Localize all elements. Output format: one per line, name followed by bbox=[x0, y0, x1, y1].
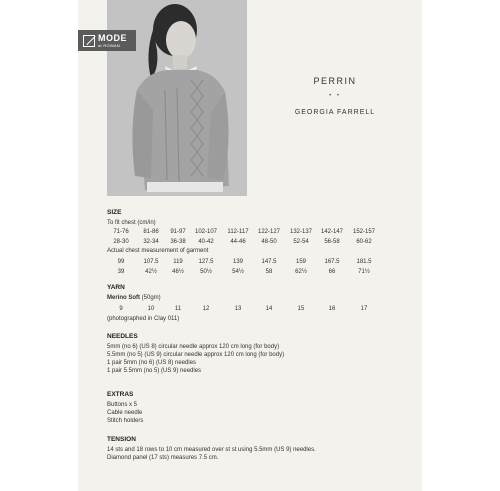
size-cell: 11 bbox=[174, 306, 182, 312]
size-cell: 122-127 bbox=[257, 229, 281, 235]
needles-line: 1 pair 5.5mm (no 5) (US 9) needles bbox=[107, 368, 202, 374]
size-cell: 99 bbox=[117, 259, 125, 265]
size-cell: 127.5 bbox=[198, 259, 214, 265]
size-cell: 139 bbox=[232, 259, 243, 265]
needles-heading: NEEDLES bbox=[107, 333, 138, 340]
size-cell: 10 bbox=[147, 306, 155, 312]
extras-line: Buttons x 5 bbox=[107, 402, 138, 408]
size-cell: 42½ bbox=[145, 269, 157, 275]
size-cell: 81-86 bbox=[143, 229, 159, 235]
needles-line: 5.5mm (no 5) (US 9) circular needle approx 120 cm long (for body) bbox=[107, 352, 285, 358]
designer-name: GEORGIA FARRELL bbox=[294, 109, 376, 116]
brand-mode: MODE bbox=[98, 32, 127, 43]
rowan-logo-icon bbox=[83, 35, 95, 47]
size-cell: 167.5 bbox=[324, 259, 340, 265]
size-cell: 48-50 bbox=[261, 239, 277, 245]
size-cell: 71½ bbox=[358, 269, 370, 275]
extras-list bbox=[107, 401, 143, 425]
size-cell: 132-137 bbox=[289, 229, 313, 235]
size-cell: 36-38 bbox=[170, 239, 186, 245]
size-cell: 15 bbox=[297, 306, 305, 312]
needles-line: 5mm (no 6) (US 8) circular needle approx 120 cm long (for body) bbox=[107, 344, 280, 350]
size-cell: 12 bbox=[202, 306, 210, 312]
tension-line: Diamond panel (17 sts) measures 7.5 cm. bbox=[107, 455, 219, 461]
tension-line: 14 sts and 18 rows to 10 cm measured over st st using 5.5mm (US 9) needles. bbox=[107, 447, 316, 453]
size-cell: 62½ bbox=[295, 269, 307, 275]
size-cell: 40-42 bbox=[198, 239, 214, 245]
size-cm-row bbox=[107, 228, 397, 236]
size-heading: SIZE bbox=[107, 209, 122, 216]
size-cell: 181.5 bbox=[356, 259, 372, 265]
size-cell: 52-54 bbox=[293, 239, 309, 245]
extras-line: Cable needle bbox=[107, 410, 143, 416]
size-cell: 91-97 bbox=[170, 229, 186, 235]
size-cell: 28-30 bbox=[113, 239, 129, 245]
size-cell: 44-46 bbox=[230, 239, 246, 245]
size-cell: 13 bbox=[234, 306, 242, 312]
size-cell: 46½ bbox=[172, 269, 184, 275]
tension-list bbox=[107, 446, 316, 462]
needles-line: 1 pair 5mm (no 6) (US 8) needles bbox=[107, 360, 197, 366]
size-in-row bbox=[107, 238, 397, 246]
extras-heading: EXTRAS bbox=[107, 391, 134, 398]
pattern-title: PERRIN bbox=[313, 76, 357, 86]
size-cell: 119 bbox=[173, 259, 183, 265]
size-cell: 16 bbox=[328, 306, 336, 312]
tension-heading: TENSION bbox=[107, 436, 136, 443]
size-cell: 58 bbox=[265, 269, 273, 275]
mode-at-rowan-logo bbox=[78, 30, 136, 51]
size-cell: 56-58 bbox=[324, 239, 340, 245]
actual-cm-row bbox=[107, 258, 397, 266]
size-cell: 107.5 bbox=[143, 259, 159, 265]
yarn-heading: YARN bbox=[107, 284, 125, 291]
needles-list bbox=[107, 343, 284, 375]
yarn-balls-row bbox=[107, 305, 397, 313]
size-cell: 39 bbox=[117, 269, 125, 275]
size-cell: 50½ bbox=[200, 269, 212, 275]
size-cell: 159 bbox=[295, 259, 306, 265]
size-cell: 60-62 bbox=[356, 239, 372, 245]
actual-in-row bbox=[107, 268, 397, 276]
title-ornament: • • bbox=[329, 93, 341, 99]
size-cell: 112-117 bbox=[227, 229, 249, 235]
size-cell: 32-34 bbox=[143, 239, 159, 245]
yarn-name: Merino Soft bbox=[107, 295, 140, 301]
yarn-note: (photographed in Clay 011) bbox=[107, 316, 180, 322]
size-cell: 14 bbox=[265, 306, 273, 312]
actual-chest-label: Actual chest measurement of garment bbox=[107, 248, 209, 254]
extras-line: Stitch holders bbox=[107, 418, 144, 424]
size-cell: 102-107 bbox=[194, 229, 218, 235]
size-cell: 54½ bbox=[232, 269, 244, 275]
size-cell: 9 bbox=[119, 306, 123, 312]
size-cell: 152-157 bbox=[352, 229, 376, 235]
size-cell: 66 bbox=[328, 269, 336, 275]
brand-rowan: at ROWAN bbox=[98, 42, 121, 48]
size-cell: 17 bbox=[360, 306, 368, 312]
yarn-name-line bbox=[107, 294, 161, 302]
yarn-weight: (50gm) bbox=[141, 295, 161, 301]
size-cell: 147.5 bbox=[261, 259, 277, 265]
size-cell: 71-76 bbox=[113, 229, 129, 235]
size-cell: 142-147 bbox=[320, 229, 344, 235]
size-fit-label: To fit chest (cm/in) bbox=[107, 220, 156, 226]
